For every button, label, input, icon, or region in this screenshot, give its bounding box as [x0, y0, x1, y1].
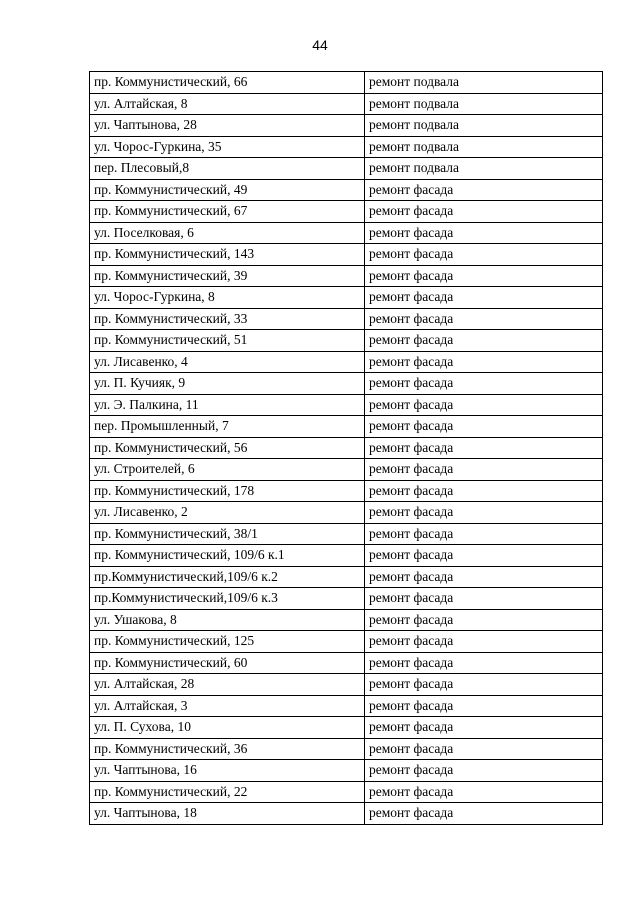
work-type-cell: ремонт фасада [365, 394, 603, 416]
table-row [90, 72, 603, 94]
table-row [90, 308, 603, 330]
address-cell: ул. Чаптынова, 18 [90, 803, 365, 825]
address-cell: пр. Коммунистический, 38/1 [90, 523, 365, 545]
table-row [90, 394, 603, 416]
address-cell: ул. П. Сухова, 10 [90, 717, 365, 739]
table-row [90, 459, 603, 481]
address-cell: пр. Коммунистический, 36 [90, 738, 365, 760]
address-cell: пр. Коммунистический, 49 [90, 179, 365, 201]
address-cell: ул. Строителей, 6 [90, 459, 365, 481]
work-type-cell: ремонт фасада [365, 459, 603, 481]
work-type-cell: ремонт фасада [365, 287, 603, 309]
table-row [90, 416, 603, 438]
table-row [90, 760, 603, 782]
table-row [90, 480, 603, 502]
table-row [90, 523, 603, 545]
work-type-cell: ремонт подвала [365, 115, 603, 137]
work-type-cell: ремонт фасада [365, 244, 603, 266]
address-cell: ул. Алтайская, 3 [90, 695, 365, 717]
table-row [90, 222, 603, 244]
work-type-cell: ремонт фасада [365, 588, 603, 610]
address-cell: ул. Чаптынова, 28 [90, 115, 365, 137]
address-cell: ул. Чаптынова, 16 [90, 760, 365, 782]
work-type-cell: ремонт фасада [365, 416, 603, 438]
work-type-cell: ремонт подвала [365, 136, 603, 158]
address-cell: пр. Коммунистический, 143 [90, 244, 365, 266]
table-row [90, 566, 603, 588]
work-type-cell: ремонт фасада [365, 717, 603, 739]
work-type-cell: ремонт фасада [365, 566, 603, 588]
address-cell: ул. Лисавенко, 4 [90, 351, 365, 373]
table-row [90, 545, 603, 567]
work-type-cell: ремонт фасада [365, 265, 603, 287]
address-cell: ул. Поселковая, 6 [90, 222, 365, 244]
table-row [90, 158, 603, 180]
work-type-cell: ремонт фасада [365, 609, 603, 631]
work-type-cell: ремонт фасада [365, 308, 603, 330]
table-row [90, 717, 603, 739]
work-type-cell: ремонт фасада [365, 179, 603, 201]
address-cell: пр. Коммунистический, 109/6 к.1 [90, 545, 365, 567]
table-row [90, 93, 603, 115]
table-row [90, 244, 603, 266]
work-type-cell: ремонт подвала [365, 93, 603, 115]
table-row [90, 351, 603, 373]
table-row [90, 588, 603, 610]
work-type-cell: ремонт фасада [365, 351, 603, 373]
page-number: 44 [312, 37, 328, 53]
address-cell: пр. Коммунистический, 60 [90, 652, 365, 674]
work-type-cell: ремонт фасада [365, 760, 603, 782]
address-cell: пер. Плесовый,8 [90, 158, 365, 180]
work-type-cell: ремонт фасада [365, 330, 603, 352]
address-cell: пр. Коммунистический, 33 [90, 308, 365, 330]
address-cell: ул. Ушакова, 8 [90, 609, 365, 631]
table-row [90, 201, 603, 223]
table-row [90, 652, 603, 674]
work-type-cell: ремонт фасада [365, 674, 603, 696]
table-row [90, 115, 603, 137]
address-cell: пер. Промышленный, 7 [90, 416, 365, 438]
address-cell: ул. Чорос-Гуркина, 35 [90, 136, 365, 158]
address-cell: пр. Коммунистический, 178 [90, 480, 365, 502]
table-row [90, 136, 603, 158]
table-row [90, 287, 603, 309]
table-row [90, 738, 603, 760]
work-type-cell: ремонт подвала [365, 72, 603, 94]
address-cell: пр. Коммунистический, 125 [90, 631, 365, 653]
address-cell: пр. Коммунистический, 51 [90, 330, 365, 352]
table-row [90, 631, 603, 653]
table-row [90, 502, 603, 524]
address-cell: пр. Коммунистический, 56 [90, 437, 365, 459]
table-row [90, 674, 603, 696]
work-type-cell: ремонт фасада [365, 631, 603, 653]
address-cell: ул. Лисавенко, 2 [90, 502, 365, 524]
address-cell: ул. Э. Палкина, 11 [90, 394, 365, 416]
address-cell: пр. Коммунистический, 39 [90, 265, 365, 287]
address-cell: пр. Коммунистический, 66 [90, 72, 365, 94]
work-type-cell: ремонт фасада [365, 437, 603, 459]
address-cell: ул. П. Кучияк, 9 [90, 373, 365, 395]
table-row [90, 803, 603, 825]
table-row [90, 373, 603, 395]
work-type-cell: ремонт подвала [365, 158, 603, 180]
work-type-cell: ремонт фасада [365, 523, 603, 545]
work-type-cell: ремонт фасада [365, 201, 603, 223]
table-row [90, 695, 603, 717]
work-type-cell: ремонт фасада [365, 545, 603, 567]
table-body [90, 72, 603, 825]
work-type-cell: ремонт фасада [365, 373, 603, 395]
address-cell: пр.Коммунистический,109/6 к.3 [90, 588, 365, 610]
address-cell: пр. Коммунистический, 67 [90, 201, 365, 223]
work-type-cell: ремонт фасада [365, 652, 603, 674]
work-type-cell: ремонт фасада [365, 480, 603, 502]
work-type-cell: ремонт фасада [365, 502, 603, 524]
address-cell: пр. Коммунистический, 22 [90, 781, 365, 803]
table-row [90, 179, 603, 201]
table-row [90, 781, 603, 803]
repair-table [89, 71, 603, 825]
work-type-cell: ремонт фасада [365, 695, 603, 717]
work-type-cell: ремонт фасада [365, 738, 603, 760]
work-type-cell: ремонт фасада [365, 803, 603, 825]
work-type-cell: ремонт фасада [365, 781, 603, 803]
address-cell: ул. Алтайская, 28 [90, 674, 365, 696]
work-type-cell: ремонт фасада [365, 222, 603, 244]
table-row [90, 437, 603, 459]
table-row [90, 609, 603, 631]
address-cell: ул. Алтайская, 8 [90, 93, 365, 115]
table-row [90, 330, 603, 352]
address-cell: пр.Коммунистический,109/6 к.2 [90, 566, 365, 588]
address-cell: ул. Чорос-Гуркина, 8 [90, 287, 365, 309]
table-row [90, 265, 603, 287]
